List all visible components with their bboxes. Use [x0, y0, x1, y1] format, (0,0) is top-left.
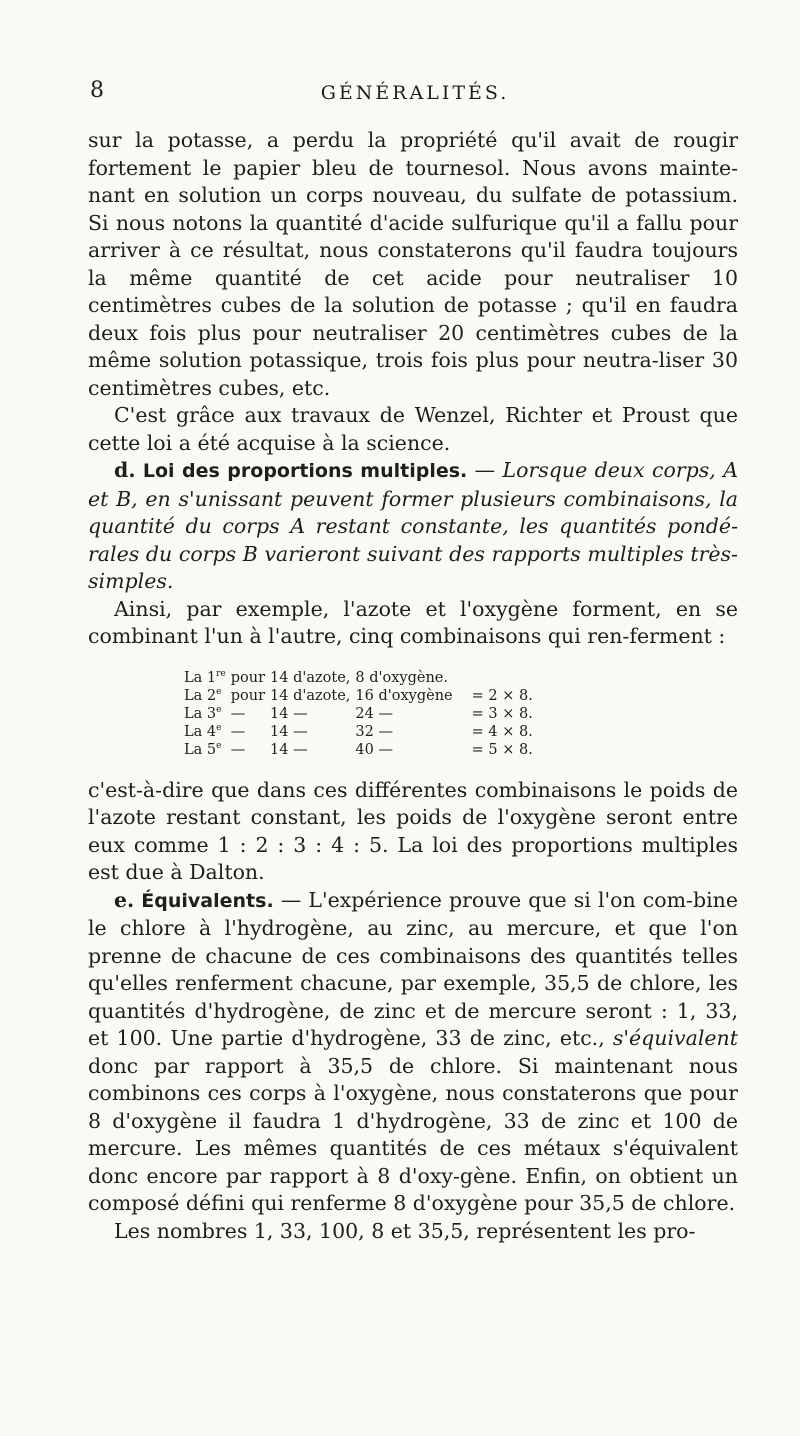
combination-oxygene: 8 d'oxygène.: [355, 669, 448, 686]
combination-row: [184, 741, 538, 759]
combination-oxygene: 16 d'oxygène: [355, 687, 453, 704]
combination-azote: 14 —: [270, 723, 308, 740]
combination-label: La 4e: [184, 722, 222, 740]
combination-result: = 5 × 8.: [471, 741, 533, 758]
combination-azote: 14 —: [270, 705, 308, 722]
combination-label: La 3e: [184, 704, 222, 722]
ordinal-suffix: e: [216, 704, 222, 715]
section-d-dash: —: [467, 458, 503, 482]
combination-azote: 14 d'azote,: [270, 687, 351, 704]
paragraph-poids: c'est-à-dire que dans ces différentes combinaisons le poids de l'azote restant constant, les poids de l'oxygène seront entre eux comme 1 : 2 : 3 : 4 : 5. La loi des proportions multiples est due à Dalton.: [88, 777, 738, 884]
ordinal-suffix: re: [216, 668, 226, 679]
combination-label: La 2e: [184, 686, 222, 704]
combination-row: [184, 669, 538, 687]
combination-prep: pour: [230, 669, 266, 686]
ordinal-suffix: e: [216, 686, 222, 697]
combinations-table: [184, 669, 538, 759]
combination-row: [184, 687, 538, 705]
page-header: [90, 78, 740, 108]
combination-label: La 1re: [184, 668, 226, 686]
section-e-text-2: donc par rapport à 35,5 de chlore. Si maintenant nous combinons ces corps à l'oxygène, nous constaterons que pour 8 d'oxygène il faudra 1 d'hydrogène, 33 de zinc et 100 de mercure. Les mêmes quantités de ces métaux s'équivalent donc encore par rapport à 8 d'oxy-gène. Enfin, on obtient un composé défini qui renferme 8 d'oxygène pour 35,5 de chlore.: [88, 1053, 738, 1215]
combination-azote: 14 d'azote,: [270, 669, 351, 686]
combination-oxygene: 24 —: [355, 705, 393, 722]
combination-row: [184, 705, 538, 723]
combination-prep: pour: [230, 687, 266, 704]
combination-result: = 3 × 8.: [471, 705, 533, 722]
section-e: [88, 887, 738, 1218]
section-e-marker: e.: [114, 887, 135, 912]
paragraph-azote: Ainsi, par exemple, l'azote et l'oxygène forment, en se combinant l'un à l'autre, cinq combinaisons qui ren-ferment :: [88, 596, 738, 648]
ordinal-suffix: e: [216, 722, 222, 733]
section-e-heading: Équivalents.: [141, 889, 274, 912]
section-e-text-1: — L'expérience prouve que si l'on com-bine le chlore à l'hydrogène, au zinc, au mercure, et que l'on prenne de chacune de ces combinaisons des quantités telles qu'elles renferment chacune, par exemple, 35,5 de chlore, les quantités d'hydrogène, de zinc et de mercure seront : 1, 33, et 100. Une partie d'hydrogène, 33 de zinc, etc.,: [88, 887, 738, 1050]
combination-prep: —: [230, 741, 246, 758]
combination-result: = 2 × 8.: [471, 687, 533, 704]
running-title: GÉNÉRALITÉS.: [320, 82, 510, 104]
page-number: 8: [90, 78, 104, 103]
combination-row: [184, 723, 538, 741]
section-e-italic: s'équivalent: [612, 1026, 738, 1050]
combination-label: La 5e: [184, 740, 222, 758]
page-body: [88, 127, 738, 1245]
paragraph-potasse: sur la potasse, a perdu la propriété qu'il avait de rougir fortement le papier bleu de tournesol. Nous avons mainte-nant en solution un corps nouveau, du sulfate de potassium. Si nous notons la quantité d'acide sulfurique qu'il a fallu pour arriver à ce résultat, nous constaterons qu'il faudra toujours la même quantité de cet acide pour neutraliser 10 centimètres cubes de la solution de potasse ; qu'il en faudra deux fois plus pour neutraliser 20 centimètres cubes de la même solution potassique, trois fois plus pour neutra-liser 30 centimètres cubes, etc.: [88, 128, 738, 400]
combination-azote: 14 —: [270, 741, 308, 758]
section-d-law: Lorsque deux corps, A et B, en s'unissant peuvent former plusieurs combinaisons, la quantité du corps A restant constante, les quantités pondé-rales du corps B varieront suivant des rapports multiples très-simples.: [88, 458, 738, 593]
combination-result: [458, 669, 538, 687]
section-d-marker: d.: [114, 458, 136, 482]
section-d-heading: Loi des proportions multiples.: [142, 460, 468, 482]
combination-prep: —: [230, 723, 246, 740]
paragraph-wenzel: C'est grâce aux travaux de Wenzel, Richter et Proust que cette loi a été acquise à la science.: [88, 403, 738, 455]
combination-oxygene: 40 —: [355, 741, 393, 758]
ordinal-suffix: e: [216, 740, 222, 751]
paragraph-nombres: Les nombres 1, 33, 100, 8 et 35,5, représentent les pro-: [114, 1218, 696, 1243]
combination-result: = 4 × 8.: [471, 723, 533, 740]
combination-prep: —: [230, 705, 246, 722]
combination-oxygene: 32 —: [355, 723, 393, 740]
section-d: [88, 457, 738, 596]
